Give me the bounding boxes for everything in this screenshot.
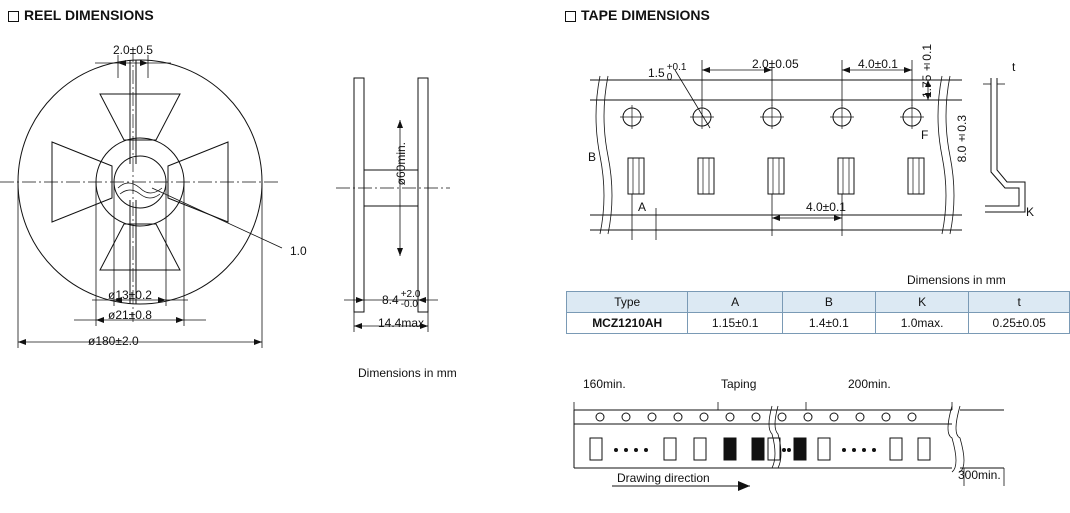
table-cell-a: 1.15±0.1	[688, 313, 782, 334]
reel-side-width-label: 8.4 +2.0 -0.0	[382, 289, 421, 310]
tape-end-length-label: 300min.	[958, 468, 1001, 482]
reel-slot-label: 1.0	[290, 244, 307, 258]
reel-section-title: REEL DIMENSIONS	[8, 7, 154, 23]
tape-letter-t-label: t	[1012, 60, 1016, 74]
tape-trailer-length-label: 200min.	[848, 377, 891, 391]
reel-side-dia-label: ø60min.	[394, 142, 408, 186]
tape-cross-section-drawing	[975, 60, 1065, 230]
table-cell-k: 1.0max.	[875, 313, 969, 334]
reel-outer-dia-label: ø180±2.0	[88, 334, 139, 348]
table-row	[567, 313, 1070, 334]
table-header-cell: B	[782, 292, 875, 313]
table-header-row	[567, 292, 1070, 313]
tape-letter-k-label: K	[1026, 205, 1035, 219]
tape-taping-label: Taping	[721, 377, 757, 391]
reel-inner-dia-label: ø21±0.8	[108, 308, 152, 322]
table-header-cell: A	[688, 292, 782, 313]
tape-section-title: TAPE DIMENSIONS	[565, 7, 710, 23]
tape-pitch-mid-label: 2.0±0.05	[752, 57, 799, 71]
table-header-cell: K	[875, 292, 969, 313]
table-cell-type: MCZ1210AH	[567, 313, 688, 334]
tape-pitch-large-label: 4.0±0.1	[858, 57, 898, 71]
tape-edge-dim-label: 1.75±0.1	[920, 44, 934, 99]
tape-leader-length-label: 160min.	[583, 377, 626, 391]
tape-dimensions-note: Dimensions in mm	[907, 273, 1006, 287]
tape-letter-b-label: B	[588, 150, 597, 164]
tape-drawing-direction-label: Drawing direction	[617, 471, 710, 485]
reel-overall-width-label: 14.4max.	[378, 316, 428, 330]
table-header-cell: t	[969, 292, 1070, 313]
tape-width-dim-label: 8.0±0.3	[955, 115, 969, 163]
reel-dimensions-note: Dimensions in mm	[358, 366, 457, 380]
bullet-square-icon	[8, 11, 19, 22]
tape-letter-a-label: A	[638, 200, 647, 214]
reel-top-width-label: 2.0±0.5	[113, 43, 153, 57]
reel-front-view-drawing	[0, 30, 330, 370]
reel-hub-dia-label: ø13±0.2	[108, 288, 152, 302]
tape-letter-f-label: F	[921, 128, 929, 142]
tape-pitch-bottom-label: 4.0±0.1	[806, 200, 846, 214]
table-cell-b: 1.4±0.1	[782, 313, 875, 334]
tape-dimensions-table	[566, 291, 1070, 334]
bullet-square-icon	[565, 11, 576, 22]
table-cell-t: 0.25±0.05	[969, 313, 1070, 334]
table-header-cell: Type	[567, 292, 688, 313]
tape-pitch-small-label: 1.5 +0.1 0	[648, 62, 687, 83]
